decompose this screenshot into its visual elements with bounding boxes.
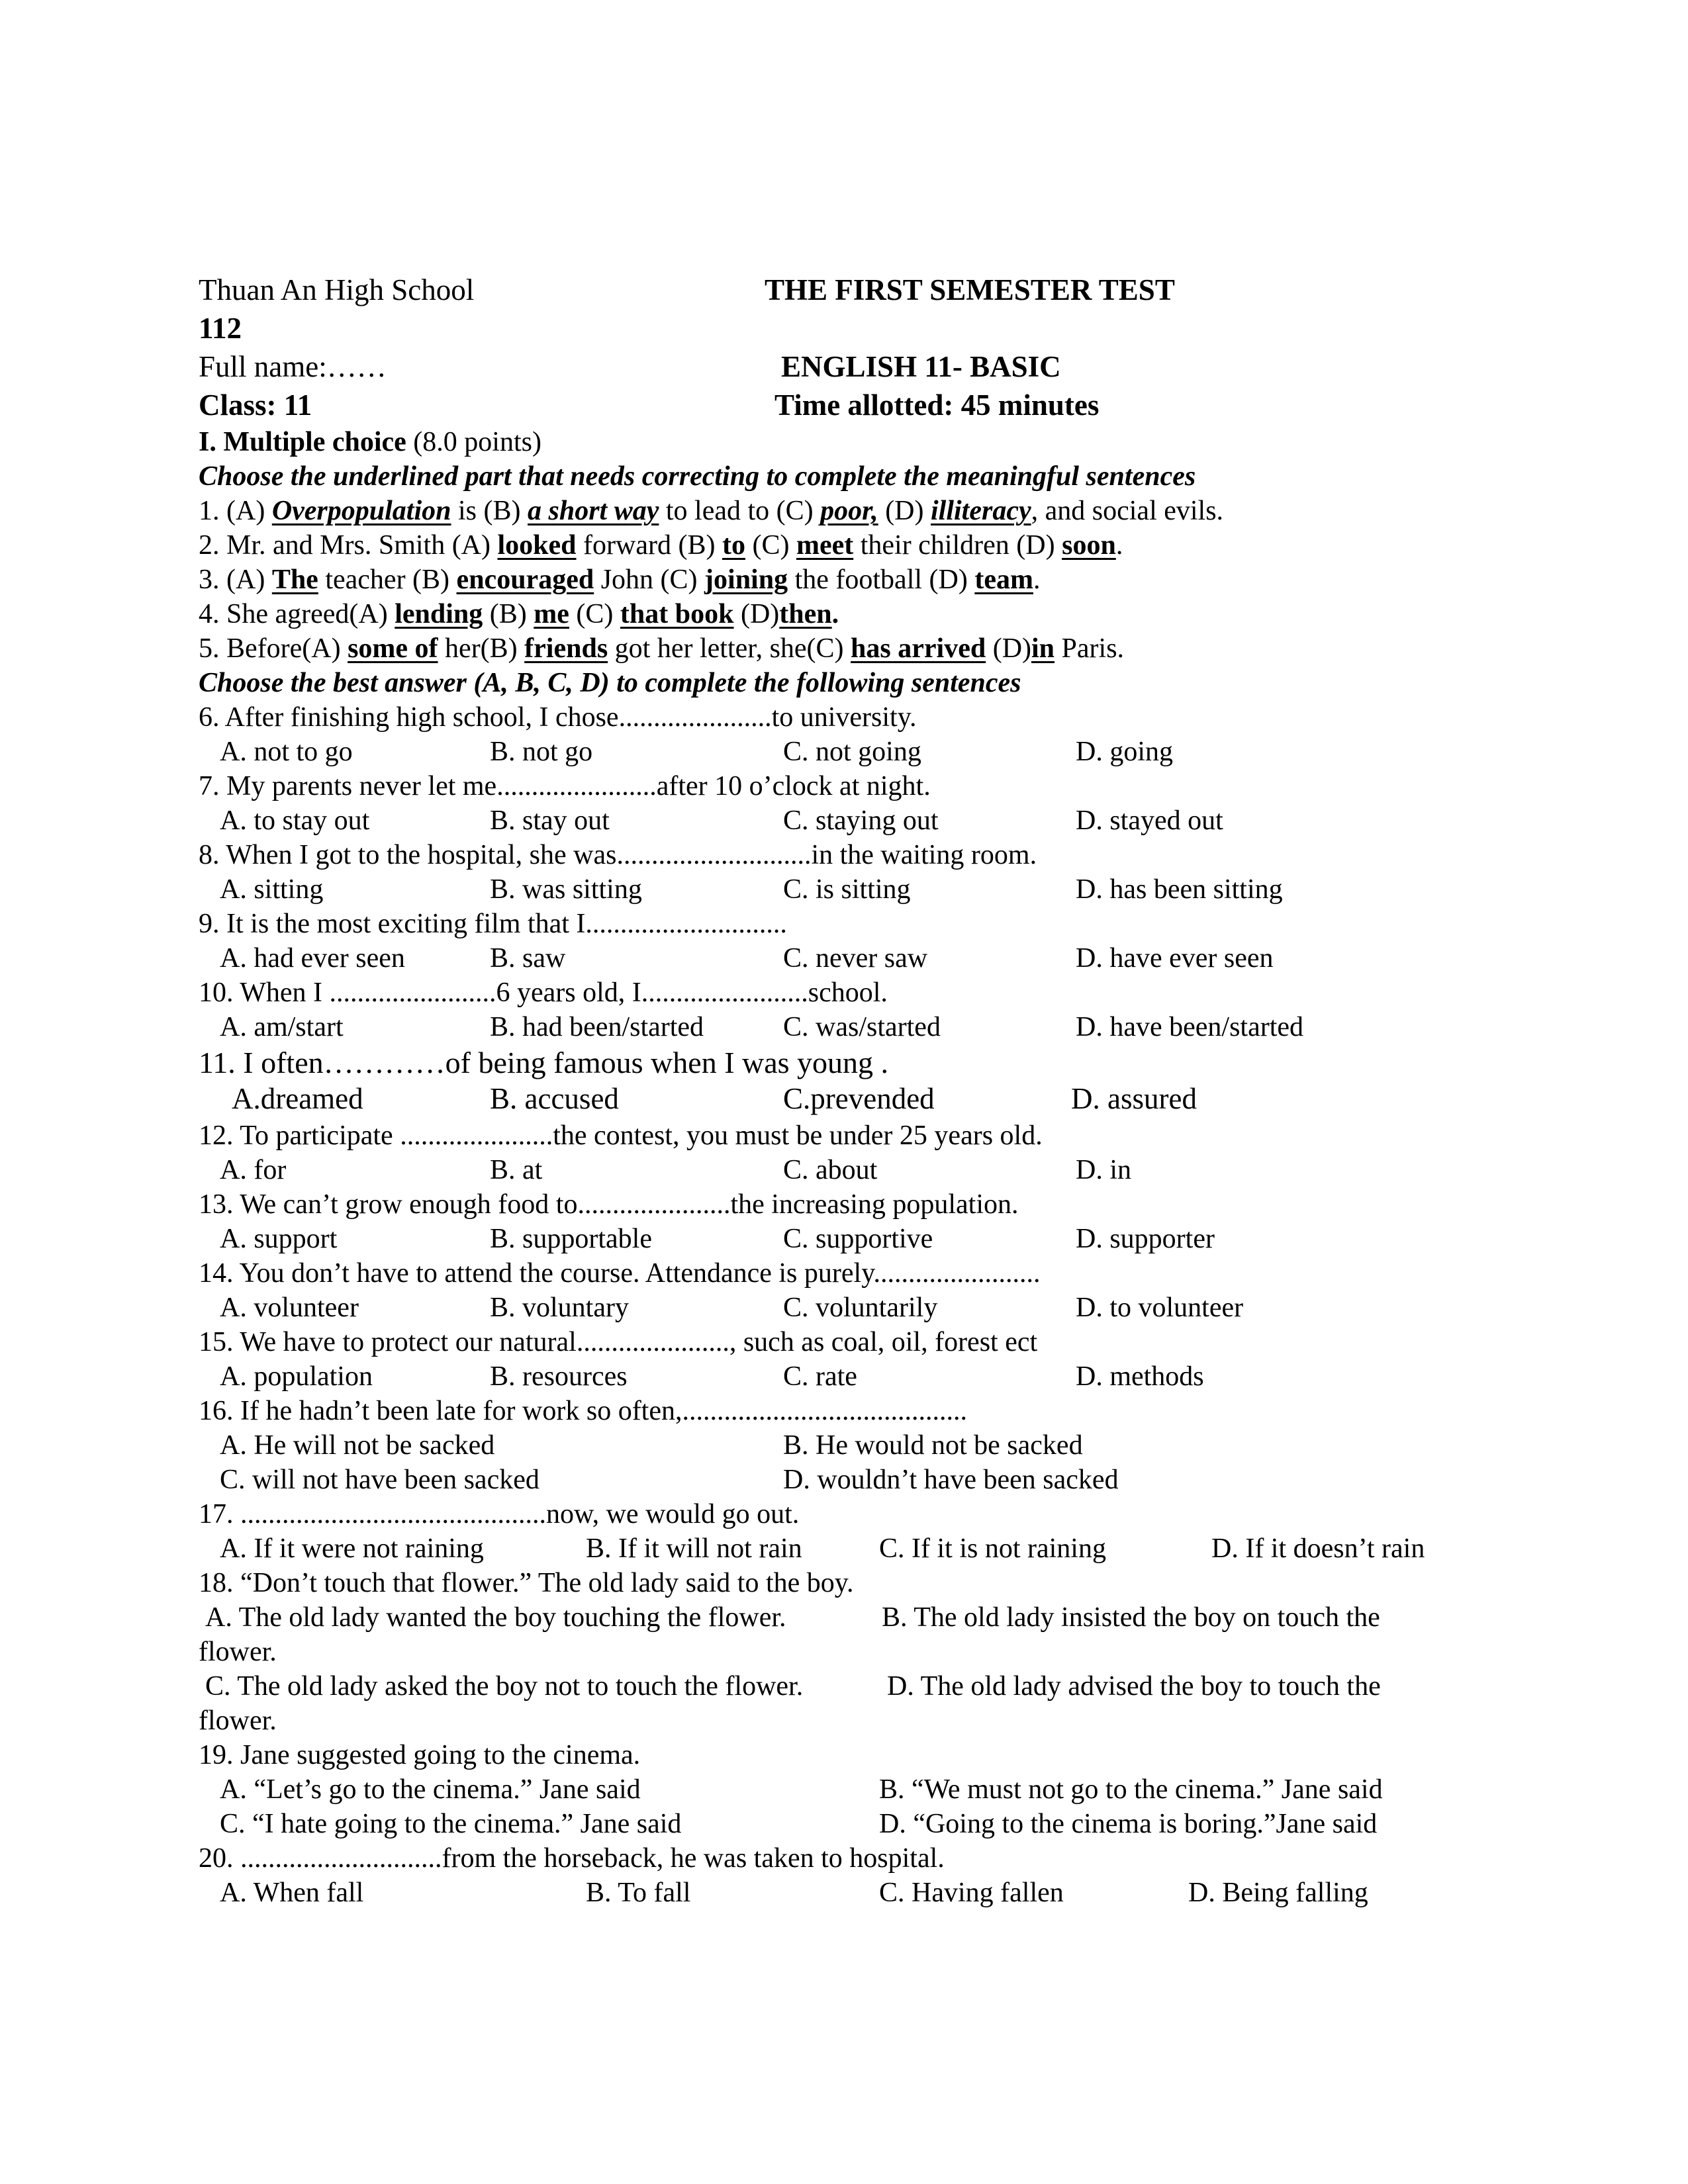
q1-underlined-b: a short way xyxy=(528,496,659,526)
question-10-stem: 10. When I ........................6 years old, I........................school. xyxy=(199,978,888,1008)
q5-text: her(B) xyxy=(438,633,525,664)
question-17-stem: 17. ............................................now, we would go out. xyxy=(199,1499,800,1529)
question-18-stem: 18. “Don’t touch that flower.” The old lady said to the boy. xyxy=(199,1568,854,1598)
q14-option-c: C. voluntarily xyxy=(783,1293,938,1323)
q19-option-d: D. “Going to the cinema is boring.”Jane said xyxy=(879,1809,1378,1839)
q2-text: their children (D) xyxy=(853,530,1062,561)
q9-option-d: D. have ever seen xyxy=(1076,943,1274,974)
q4-text: 4. She agreed(A) xyxy=(199,599,395,629)
question-15-stem: 15. We have to protect our natural......................, such as coal, oil, forest ect xyxy=(199,1327,1038,1357)
q16-option-b: B. He would not be sacked xyxy=(783,1430,1083,1461)
q3-text: teacher (B) xyxy=(318,565,457,595)
q19-option-a: A. “Let’s go to the cinema.” Jane said xyxy=(220,1774,641,1805)
q9-option-a: A. had ever seen xyxy=(220,943,405,974)
q4-text: (C) xyxy=(569,599,620,629)
q10-option-c: C. was/started xyxy=(783,1012,941,1042)
q4-text: (D) xyxy=(733,599,780,629)
q13-option-c: C. supportive xyxy=(783,1224,933,1254)
q17-option-d: D. If it doesn’t rain xyxy=(1211,1533,1425,1564)
q17-option-a: A. If it were not raining xyxy=(220,1533,484,1564)
q12-option-c: C. about xyxy=(783,1155,878,1185)
q12-option-b: B. at xyxy=(490,1155,543,1185)
q7-option-a: A. to stay out xyxy=(220,805,370,836)
q10-option-b: B. had been/started xyxy=(490,1012,704,1042)
test-code: 112 xyxy=(199,312,242,345)
q1-text: , and social evils. xyxy=(1031,496,1224,526)
q13-option-b: B. supportable xyxy=(490,1224,652,1254)
q1-underlined-a: Overpopulation xyxy=(271,496,451,526)
q17-option-b: B. If it will not rain xyxy=(586,1533,802,1564)
q2-text: 2. Mr. and Mrs. Smith (A) xyxy=(199,530,498,561)
q15-option-b: B. resources xyxy=(490,1361,628,1392)
q11-option-d: D. assured xyxy=(1071,1082,1197,1115)
full-name-field: Full name:…… xyxy=(199,350,387,383)
q2-underlined-c: meet xyxy=(796,530,854,561)
q6-option-b: B. not go xyxy=(490,737,593,767)
q4-underlined-a: lending xyxy=(395,599,483,629)
q12-option-d: D. in xyxy=(1076,1155,1131,1185)
q3-underlined-c: joining xyxy=(704,565,788,595)
q5-text: (D) xyxy=(986,633,1032,664)
q3-text: . xyxy=(1033,565,1041,595)
q20-option-c: C. Having fallen xyxy=(879,1878,1064,1908)
q3-text: the football (D) xyxy=(788,565,975,595)
q7-option-d: D. stayed out xyxy=(1076,805,1223,836)
question-7-stem: 7. My parents never let me.......................after 10 o’clock at night. xyxy=(199,771,931,801)
question-19-stem: 19. Jane suggested going to the cinema. xyxy=(199,1740,641,1770)
question-11-stem: 11. I often…………of being famous when I was young . xyxy=(199,1046,889,1079)
q19-option-c: C. “I hate going to the cinema.” Jane said xyxy=(220,1809,682,1839)
q3-text: John (C) xyxy=(594,565,705,595)
q15-option-d: D. methods xyxy=(1076,1361,1204,1392)
q5-underlined-a: some of xyxy=(348,633,438,664)
q8-option-d: D. has been sitting xyxy=(1076,874,1283,905)
q3-underlined-b: encouraged xyxy=(456,565,594,595)
q20-option-b: B. To fall xyxy=(586,1878,691,1908)
q15-option-a: A. population xyxy=(220,1361,373,1392)
q8-option-a: A. sitting xyxy=(220,874,324,905)
q4-underlined-b: me xyxy=(534,599,569,629)
q20-option-d: D. Being falling xyxy=(1188,1878,1368,1908)
q10-option-d: D. have been/started xyxy=(1076,1012,1304,1042)
q5-text: got her letter, she(C) xyxy=(608,633,851,664)
q5-text: Paris. xyxy=(1055,633,1125,664)
q9-option-c: C. never saw xyxy=(783,943,928,974)
q16-option-d: D. wouldn’t have been sacked xyxy=(783,1465,1119,1495)
q14-option-b: B. voluntary xyxy=(490,1293,629,1323)
q1-text: to lead to (C) xyxy=(659,496,821,526)
q16-option-a: A. He will not be sacked xyxy=(220,1430,495,1461)
q2-underlined-d: soon xyxy=(1062,530,1116,561)
q18-option-d: D. The old lady advised the boy to touch the xyxy=(887,1671,1381,1702)
time-allotted: Time allotted: 45 minutes xyxy=(774,388,1100,422)
q17-option-c: C. If it is not raining xyxy=(879,1533,1106,1564)
q6-option-c: C. not going xyxy=(783,737,921,767)
q4-text: (B) xyxy=(483,599,534,629)
q7-option-c: C. staying out xyxy=(783,805,939,836)
q2-text: forward (B) xyxy=(576,530,722,561)
q11-option-a: A.dreamed xyxy=(232,1082,363,1115)
q9-option-b: B. saw xyxy=(490,943,566,974)
q13-option-a: A. support xyxy=(220,1224,338,1254)
q14-option-a: A. volunteer xyxy=(220,1293,359,1323)
q11-option-c: C.prevended xyxy=(783,1082,935,1115)
question-13-stem: 13. We can’t grow enough food to......................the increasing population. xyxy=(199,1189,1019,1220)
q3-text: 3. (A) xyxy=(199,565,272,595)
q2-text: . xyxy=(1115,530,1123,561)
q4-text: . xyxy=(831,599,839,629)
q4-underlined-c: that book xyxy=(620,599,734,629)
question-6-stem: 6. After finishing high school, I chose......................to university. xyxy=(199,702,917,733)
q18-option-c: C. The old lady asked the boy not to touch the flower. xyxy=(205,1671,804,1702)
q5-underlined-d: in xyxy=(1031,633,1055,664)
q1-underlined-d: illiteracy xyxy=(931,496,1031,526)
question-14-stem: 14. You don’t have to attend the course. Attendance is purely........................ xyxy=(199,1258,1041,1289)
q14-option-d: D. to volunteer xyxy=(1076,1293,1244,1323)
q8-option-c: C. is sitting xyxy=(783,874,911,905)
q19-option-b: B. “We must not go to the cinema.” Jane said xyxy=(879,1774,1383,1805)
instruction-best-answer: Choose the best answer (A, B, C, D) to complete the following sentences xyxy=(199,668,1021,698)
subject-title: ENGLISH 11- BASIC xyxy=(781,350,1061,383)
question-12-stem: 12. To participate ......................the contest, you must be under 25 years old. xyxy=(199,1120,1043,1151)
q3-underlined-a: The xyxy=(271,565,318,595)
question-2 xyxy=(199,528,1123,563)
question-5 xyxy=(199,631,1124,666)
q20-option-a: A. When fall xyxy=(220,1878,364,1908)
q6-option-d: D. going xyxy=(1076,737,1173,767)
section-points: (8.0 points) xyxy=(406,427,541,457)
q1-text: is (B) xyxy=(451,496,528,526)
q2-text: (C) xyxy=(745,530,796,561)
q7-option-b: B. stay out xyxy=(490,805,610,836)
question-1 xyxy=(199,494,1223,528)
question-20-stem: 20. .............................from the horseback, he was taken to hospital. xyxy=(199,1843,945,1874)
section-title: I. Multiple choice xyxy=(199,427,406,457)
q5-underlined-c: has arrived xyxy=(851,633,986,664)
school-name: Thuan An High School xyxy=(199,273,475,306)
question-8-stem: 8. When I got to the hospital, she was............................in the waiting room. xyxy=(199,840,1037,870)
q8-option-b: B. was sitting xyxy=(490,874,642,905)
q16-option-c: C. will not have been sacked xyxy=(220,1465,539,1495)
q11-option-b: B. accused xyxy=(490,1082,619,1115)
q1-text: 1. (A) xyxy=(199,496,272,526)
question-3 xyxy=(199,563,1040,597)
question-9-stem: 9. It is the most exciting film that I............................. xyxy=(199,909,787,939)
q5-underlined-b: friends xyxy=(524,633,608,664)
question-4 xyxy=(199,597,839,631)
q4-underlined-d: then xyxy=(779,599,832,629)
q13-option-d: D. supporter xyxy=(1076,1224,1215,1254)
q3-underlined-d: team xyxy=(974,565,1033,595)
q10-option-a: A. am/start xyxy=(220,1012,344,1042)
q5-text: 5. Before(A) xyxy=(199,633,348,664)
q2-underlined-a: looked xyxy=(497,530,577,561)
q15-option-c: C. rate xyxy=(783,1361,857,1392)
q18-option-b: B. The old lady insisted the boy on touch the xyxy=(882,1602,1380,1633)
q1-text: (D) xyxy=(878,496,931,526)
q6-option-a: A. not to go xyxy=(220,737,353,767)
q18-option-a: A. The old lady wanted the boy touching the flower. xyxy=(205,1602,786,1633)
q18-option-b-cont: flower. xyxy=(199,1637,277,1667)
class-label: Class: 11 xyxy=(199,388,312,422)
q12-option-a: A. for xyxy=(220,1155,287,1185)
instruction-error-identification: Choose the underlined part that needs correcting to complete the meaningful sentences xyxy=(199,461,1196,492)
test-title: THE FIRST SEMESTER TEST xyxy=(765,273,1175,306)
section-heading xyxy=(199,425,541,459)
q18-option-d-cont: flower. xyxy=(199,1706,277,1736)
q1-underlined-c: poor, xyxy=(820,496,878,526)
q2-underlined-b: to xyxy=(722,530,745,561)
question-16-stem: 16. If he hadn’t been late for work so often,......................................... xyxy=(199,1396,967,1426)
